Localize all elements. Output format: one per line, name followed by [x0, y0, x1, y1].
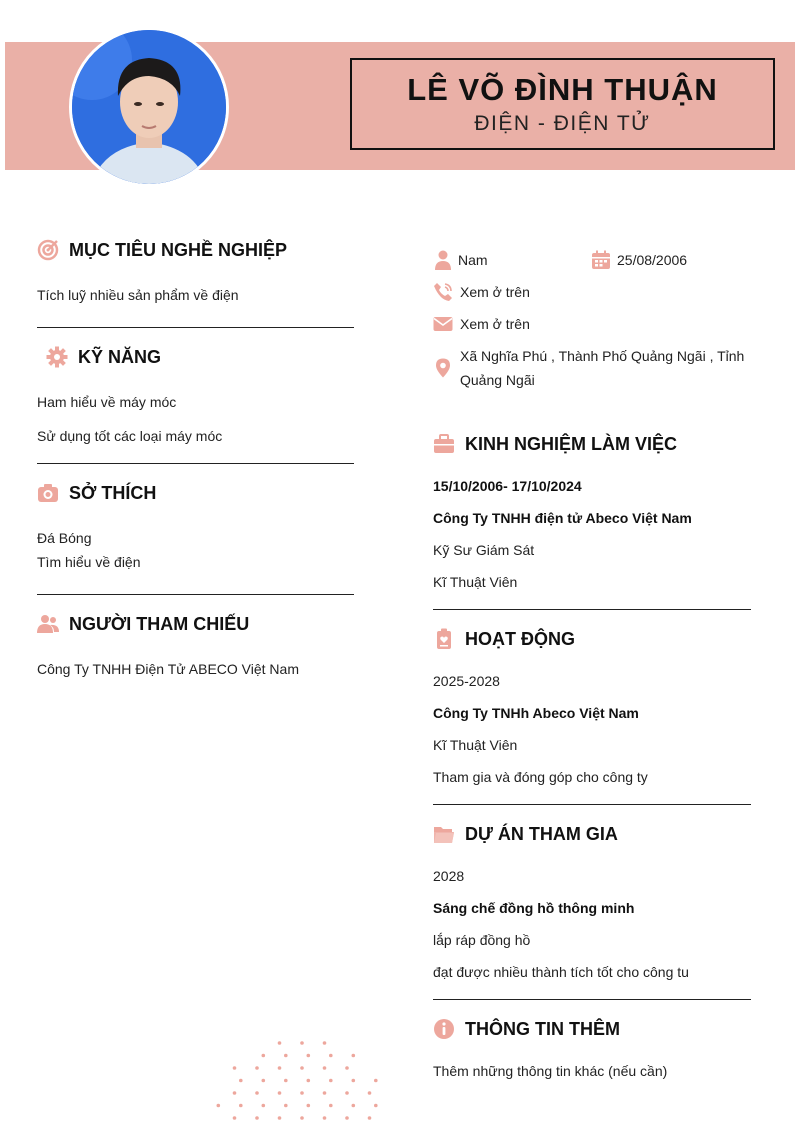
address-line-2: Quảng Ngãi [460, 372, 535, 388]
decorative-dot [262, 1079, 266, 1083]
person-icon [433, 250, 453, 270]
folder-icon [433, 823, 455, 845]
activities-detail: Tham gia và đóng góp cho công ty [433, 769, 648, 785]
objective-text: Tích luỹ nhiều sản phẩm về điện [37, 287, 239, 303]
hobby-item: Đá Bóng [37, 530, 92, 546]
skills-title: KỸ NĂNG [78, 346, 162, 367]
phone: Xem ở trên [460, 284, 530, 300]
projects-heading [433, 823, 618, 845]
decorative-dot [262, 1104, 266, 1108]
project-result: đạt được nhiều thành tích tốt cho công tu [433, 964, 689, 980]
extra-title: THÔNG TIN THÊM [465, 1018, 620, 1039]
email: Xem ở trên [460, 316, 530, 332]
decorative-dot [307, 1079, 311, 1083]
target-icon [37, 239, 59, 261]
references-title: NGƯỜI THAM CHIẾU [69, 613, 250, 634]
decorative-dot [374, 1104, 378, 1108]
decorative-dot [345, 1066, 349, 1070]
candidate-name: LÊ VÕ ĐÌNH THUẬN [407, 72, 718, 107]
decorative-dot [352, 1104, 356, 1108]
address-line-1: Xã Nghĩa Phú , Thành Phố Quảng Ngãi , Tỉnh [460, 348, 745, 364]
info-icon [433, 1018, 455, 1040]
decorative-dot [233, 1091, 237, 1095]
activities-org: Công Ty TNHh Abeco Việt Nam [433, 705, 639, 721]
experience-detail: Kĩ Thuật Viên [433, 574, 518, 590]
decorative-dot [352, 1079, 356, 1083]
phone-icon [433, 282, 453, 302]
project-name: Sáng chế đồng hồ thông minh [433, 900, 635, 916]
references-heading [37, 613, 249, 635]
briefcase-icon [433, 433, 455, 455]
decorative-dot [323, 1091, 327, 1095]
decorative-dot [329, 1104, 333, 1108]
decorative-dot [345, 1116, 349, 1120]
people-icon [37, 613, 59, 635]
decorative-dot [239, 1104, 243, 1108]
decorative-dot [323, 1041, 327, 1045]
decorative-dot [278, 1116, 282, 1120]
decorative-dot [262, 1054, 266, 1058]
decorative-dot [284, 1054, 288, 1058]
decorative-dot [329, 1054, 333, 1058]
divider [433, 999, 751, 1000]
objective-title: MỤC TIÊU NGHỀ NGHIỆP [69, 239, 288, 260]
decorative-dot [284, 1104, 288, 1108]
extra-heading [433, 1018, 620, 1040]
decorative-dot [307, 1104, 311, 1108]
hobbies-heading [37, 482, 156, 504]
gear-icon [46, 346, 68, 368]
decorative-dot [300, 1041, 304, 1045]
decorative-dot [255, 1066, 259, 1070]
decorative-dot [323, 1066, 327, 1070]
mail-icon [433, 314, 453, 334]
decorative-dot [284, 1079, 288, 1083]
activities-period: 2025-2028 [433, 673, 500, 689]
calendar-icon [591, 250, 611, 270]
job-title: ĐIỆN - ĐIỆN TỬ [474, 112, 651, 135]
activities-heading [433, 628, 575, 650]
decorative-dot [278, 1066, 282, 1070]
experience-title: KINH NGHIỆM LÀM VIỆC [465, 433, 678, 454]
experience-period: 15/10/2006- 17/10/2024 [433, 478, 582, 494]
divider [37, 594, 354, 595]
project-task: lắp ráp đồng hồ [433, 932, 531, 948]
decorative-dot [368, 1116, 372, 1120]
decorative-dot [300, 1066, 304, 1070]
divider [433, 804, 751, 805]
skill-item: Sử dụng tốt các loại máy móc [37, 428, 223, 444]
divider [37, 327, 354, 328]
decorative-dot [239, 1079, 243, 1083]
gender: Nam [458, 252, 488, 268]
date-of-birth: 25/08/2006 [617, 252, 688, 268]
decorative-dot [368, 1091, 372, 1095]
decorative-dot [217, 1104, 221, 1108]
decorative-dot [233, 1066, 237, 1070]
objective-heading [37, 239, 287, 261]
activities-title: HOẠT ĐỘNG [465, 628, 575, 649]
experience-company: Công Ty TNHH điện tử Abeco Việt Nam [433, 510, 692, 526]
decorative-dot [233, 1116, 237, 1120]
decorative-dots [200, 1035, 400, 1122]
divider [37, 463, 354, 464]
camera-icon [37, 482, 59, 504]
decorative-dot [278, 1091, 282, 1095]
decorative-dot [278, 1041, 282, 1045]
location-pin-icon [433, 358, 453, 378]
decorative-dot [345, 1091, 349, 1095]
decorative-dot [300, 1116, 304, 1120]
decorative-dot [374, 1079, 378, 1083]
reference-text: Công Ty TNHH Điện Tử ABECO Việt Nam [37, 661, 299, 677]
skill-item: Ham hiểu về máy móc [37, 394, 177, 410]
hobby-item: Tìm hiểu về điện [37, 554, 141, 570]
avatar [69, 27, 229, 187]
decorative-dot [329, 1079, 333, 1083]
extra-text: Thêm những thông tin khác (nếu cần) [433, 1063, 668, 1079]
experience-heading [433, 433, 677, 455]
name-box [350, 58, 775, 150]
decorative-dot [352, 1054, 356, 1058]
hobbies-title: SỞ THÍCH [69, 482, 157, 503]
decorative-dot [307, 1054, 311, 1058]
projects-title: DỰ ÁN THAM GIA [465, 823, 618, 844]
decorative-dot [300, 1091, 304, 1095]
skills-heading [46, 346, 161, 368]
experience-role: Kỹ Sư Giám Sát [433, 542, 535, 558]
badge-icon [433, 628, 455, 650]
project-year: 2028 [433, 868, 465, 884]
decorative-dot [323, 1116, 327, 1120]
divider [433, 609, 751, 610]
decorative-dot [255, 1116, 259, 1120]
decorative-dot [255, 1091, 259, 1095]
activities-role: Kĩ Thuật Viên [433, 737, 518, 753]
